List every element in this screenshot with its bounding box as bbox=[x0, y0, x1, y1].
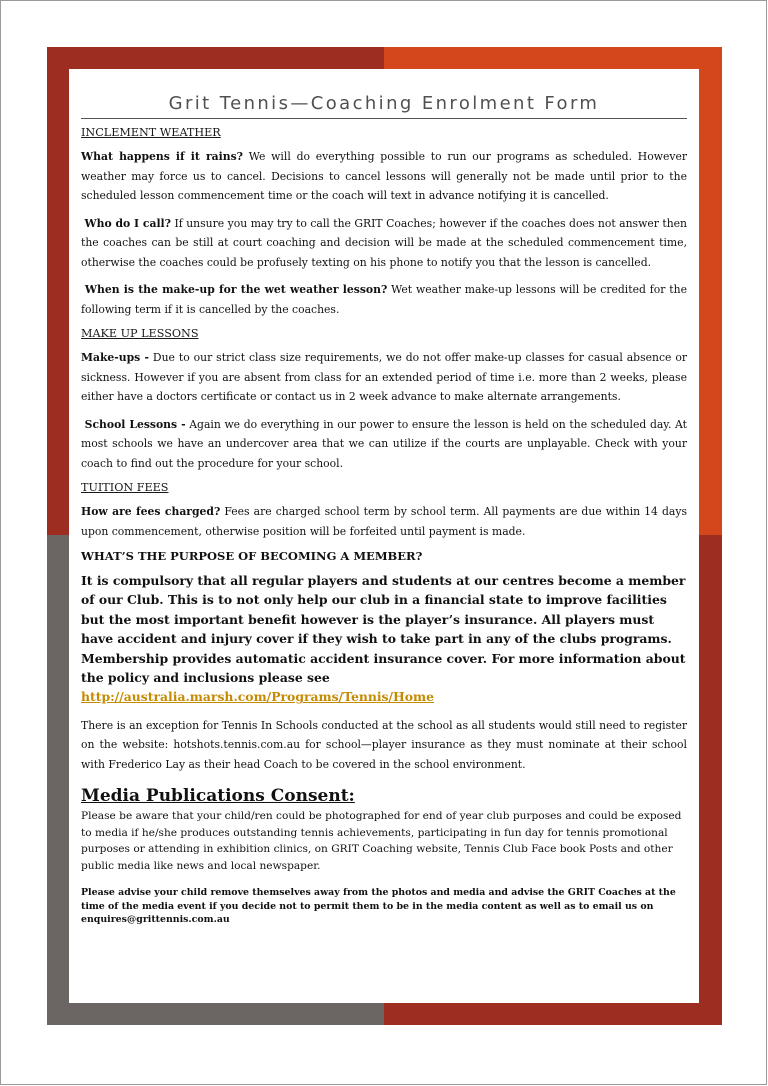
membership-paragraph bbox=[81, 571, 687, 707]
media-consent-text: Please be aware that your child/ren could be photographed for end of year club purposes and could be exposed to media if he/she produces outstanding tennis achievements, participating in fun day for tennis promotional purposes or attending in exhibition clinics, on GRIT Coaching website, Tennis Club Face book Posts and other public media like news and local newspaper. bbox=[81, 810, 682, 872]
media-consent-heading: Media Publications Consent: bbox=[81, 786, 355, 807]
school-lessons-text: Again we do everything in our power to ensure the lesson is held on the scheduled day. At most schools we have an undercover area that we can utilize if the courts are unplayable. Check with your coach to find out the procedure for your school. bbox=[81, 417, 687, 470]
fees-question: How are fees charged? bbox=[81, 505, 221, 518]
makeup-weather-paragraph bbox=[81, 280, 687, 319]
page-title: Grit Tennis—Coaching Enrolment Form bbox=[81, 93, 687, 119]
membership-text: It is compulsory that all regular players and students at our centres become a member of our Club. This is to not only help our club in a financial state to improve facilities but the most important benefit however is the player’s insurance. All players must have accident and injury cover if they wish to take part in any of the clubs programs. Membership provides automatic accident insurance cover. For more information about the policy and inclusions please see bbox=[81, 573, 686, 686]
call-answer: If unsure you may try to call the GRIT Coaches; however if the coaches does not answer then the coaches can be still at court coaching and decision will be made at the scheduled commencement time, otherwise the coaches could be profusely texting on his phone to notify you that the lesson is cancelled. bbox=[81, 216, 688, 269]
exception-paragraph: There is an exception for Tennis In Schools conducted at the school as all students would still need to register on the website: hotshots.tennis.com.au for school—player insurance as they must nominate at their school with Frederico Lay as their head Coach to be covered in the school environment. bbox=[81, 718, 687, 771]
call-paragraph bbox=[81, 214, 687, 273]
document-page bbox=[69, 69, 699, 1003]
rain-question: What happens if it rains? bbox=[81, 150, 244, 163]
insurance-link[interactable]: http://australia.marsh.com/Programs/Tennis/Home bbox=[81, 689, 435, 705]
school-lessons-label: School Lessons - bbox=[84, 417, 186, 431]
makeups-label: Make-ups - bbox=[81, 351, 149, 364]
call-question: Who do I call? bbox=[84, 216, 171, 230]
fees-answer: Fees are charged school term by school term. All payments are due within 14 days upon commencement, otherwise position will be forfeited until payment is made. bbox=[81, 505, 687, 538]
rain-answer: We will do everything possible to run our programs as scheduled. However weather may force us to cancel. Decisions to cancel lessons will generally not be made until prior to the scheduled lesson commencement time or the coach will text in advance notifying it is cancelled. bbox=[81, 150, 687, 202]
section-heading-inclement: INCLEMENT WEATHER bbox=[81, 126, 221, 139]
media-advise-body: Please advise your child remove themselves away from the photos and media and advise the GRIT Coaches at the time of the media event if you decide not to permit them to be in the media content as well as to email us on bbox=[81, 886, 676, 912]
makeups-text: Due to our strict class size requirements, we do not offer make-up classes for casual absence or sickness. However if you are absent from class for an extended period of time i.e. more than 2 weeks, please either have a doctors certificate or contact us in 2 week advance to make alternate arrangements. bbox=[81, 351, 687, 403]
school-lessons-paragraph bbox=[81, 415, 687, 474]
makeup-weather-question: When is the make-up for the wet weather lesson? bbox=[84, 283, 388, 296]
section-heading-member: WHAT’S THE PURPOSE OF BECOMING A MEMBER? bbox=[81, 549, 423, 563]
makeups-paragraph bbox=[81, 348, 687, 407]
makeup-weather-answer: Wet weather make-up lessons will be credited for the following term if it is cancelled by the coaches. bbox=[81, 283, 687, 316]
section-heading-fees: TUITION FEES bbox=[81, 481, 169, 494]
contact-email: enquires@grittennis.com.au bbox=[81, 914, 230, 926]
section-heading-makeup: MAKE UP LESSONS bbox=[81, 327, 199, 340]
fees-paragraph bbox=[81, 502, 687, 541]
media-advise-text bbox=[81, 886, 687, 927]
rain-paragraph bbox=[81, 147, 687, 206]
